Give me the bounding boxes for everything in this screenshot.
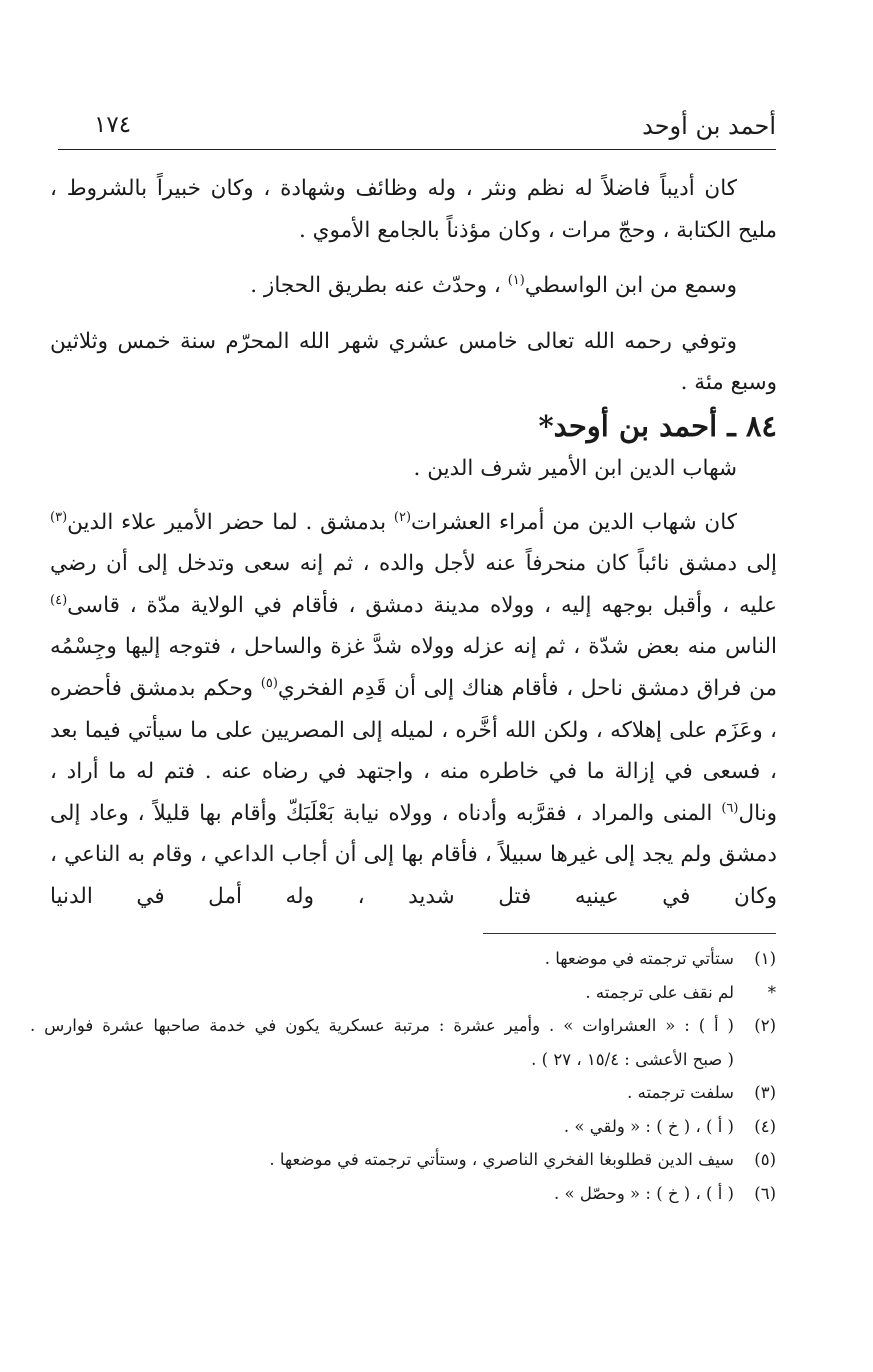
footnote-ref-5: (٥): [260, 675, 278, 691]
footnote-ref-6: (٦): [721, 800, 739, 816]
paragraph-3: وتوفي رحمه الله تعالى خامس عشري شهر الله المحرّم سنة خمس وثلاثين وسبع مئة .: [50, 328, 777, 396]
footnote-ref-3: (٣): [50, 509, 68, 525]
footnote-mark: *: [767, 982, 776, 1002]
footnote-2: [30, 1009, 776, 1043]
paragraph-5: [50, 502, 777, 918]
paragraph-2-text-cont: ، وحدّث عنه بطريق الحجاز .: [250, 273, 508, 299]
paragraph-5-seg-6: المنى والمراد ، فقرَّبه وأدناه ، وولاه نيابة بَعْلَبَكّ وأقام بها قليلاً ، وعاد إلى دمشق ولم يجد إلى غيرها سبيلاً ، فأقام بها إلى أن أجاب الداعي ، وقام به الناعي ، وكان في عينيه فتل شديد ، وله أمل في الدنيا: [50, 800, 777, 909]
footnote-mark: (٣): [754, 1083, 776, 1102]
footnote-5: [30, 1143, 776, 1177]
paragraph-4: شهاب الدين ابن الأمير شرف الدين .: [413, 455, 737, 481]
paragraph-1: [50, 168, 777, 251]
footnote-4: [30, 1110, 776, 1144]
footnote-text: ( أ ) ، ( خ ) : « ولقي » .: [563, 1116, 734, 1136]
footnote-text: ستأتي ترجمته في موضعها .: [544, 949, 734, 968]
footnote-ref-1: (١): [507, 273, 525, 289]
footnote-text: سلفت ترجمته .: [627, 1083, 734, 1102]
paragraph-5-seg-2: بدمشق . لما حضر الأمير علاء الدين: [67, 509, 394, 535]
page-number: ١٧٤: [94, 112, 132, 138]
footnote-text: سيف الدين قطلوبغا الفخري الناصري ، وستأتي ترجمته في موضعها .: [269, 1150, 734, 1169]
footnote-6: [30, 1177, 776, 1211]
footnote-rule: [483, 933, 776, 934]
paragraph-5-seg-5: وحكم بدمشق فأحضره ، وعَزَم على إهلاكه ، ولكن الله أخَّره ، لميله إلى المصريين على ما سيأتي فيما بعد ، فسعى في إزالة ما في خاطره منه ، واجتهد في رضاه عنه . فتم له ما أراد ، ونال: [50, 675, 777, 826]
footnote-mark: (١): [754, 949, 776, 968]
paragraph-5-seg-3: إلى دمشق نائباً كان منحرفاً عنه لأجل والده ، ثم إنه سعى وتدخل إلى أن رضي عليه ، وأقبل بوجهه إليه ، وولاه مدينة دمشق ، فأقام في الولاية مدّة ، قاسى: [50, 551, 777, 618]
paragraph-2: [50, 265, 777, 307]
header-rule: [58, 149, 776, 150]
footnote-mark: (٢): [754, 1016, 776, 1035]
running-title: أحمد بن أوحد: [642, 112, 776, 140]
footnotes: [30, 942, 776, 1210]
footnote-text: ( أ ) : « العشراوات » . وأمير عشرة : مرتبة عسكرية يكون في خدمة صاحبها عشرة فوارس .: [30, 1016, 734, 1035]
main-text: [50, 168, 777, 918]
footnote-text: لم نقف على ترجمته .: [585, 982, 734, 1002]
paragraph-5-seg-1: كان شهاب الدين من أمراء العشرات: [411, 509, 737, 535]
footnote-3: [30, 1076, 776, 1110]
paragraph-1-line-2: مليح الكتابة ، وحجّ مرات ، وكان مؤذناً بالجامع الأموي .: [299, 217, 777, 243]
entry-heading: ٨٤ ـ أحمد بن أوحد*: [538, 408, 777, 443]
footnote-ref-4: (٤): [50, 592, 68, 608]
footnote-mark: (٥): [754, 1150, 776, 1169]
footnote-mark: (٦): [754, 1183, 776, 1203]
paragraph-5-seg-4: الناس منه بعض شدّة ، ثم إنه عزله وولاه شدَّ غزة والساحل ، فتوجه إليها وجِسْمُه من فراق دمشق ناحل ، فأقام هناك إلى أن قَدِم الفخري: [50, 634, 777, 701]
footnote-ref-2: (٢): [393, 509, 412, 525]
paragraph-1-line-1: كان أديباً فاضلاً له نظم ونثر ، وله وظائف وشهادة ، وكان خبيراً بالشروط ،: [50, 176, 737, 201]
footnote-2-continuation: ( صبح الأعشى : ١٥/٤ ، ٢٧ ) .: [531, 1049, 734, 1069]
footnote-text: ( أ ) ، ( خ ) : « وحصّل » .: [554, 1183, 734, 1203]
footnote-mark: (٤): [754, 1116, 776, 1136]
paragraph-2-text: وسمع من ابن الواسطي: [524, 273, 737, 299]
footnote-star: [30, 976, 776, 1010]
running-header: [58, 112, 776, 146]
footnote-1: [30, 942, 776, 976]
